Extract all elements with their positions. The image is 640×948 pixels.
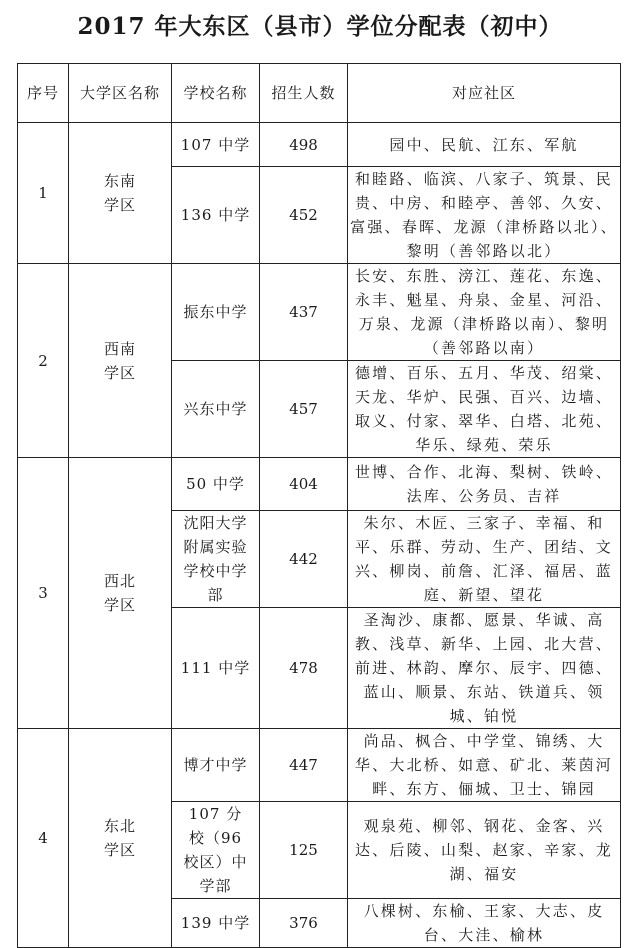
enrollment-count: 376 <box>260 899 348 948</box>
enrollment-count: 478 <box>260 608 348 729</box>
school-name: 振东中学 <box>172 264 260 361</box>
table-row <box>18 264 621 361</box>
header-count: 招生人数 <box>260 64 348 123</box>
district-name: 西南学区 <box>69 264 172 458</box>
header-district: 大学区名称 <box>69 64 172 123</box>
table-row <box>18 729 621 802</box>
enrollment-count: 437 <box>260 264 348 361</box>
header-community: 对应社区 <box>348 64 621 123</box>
community-list: 圣淘沙、康都、愿景、华诚、高教、浅草、新华、上园、北大营、前进、林韵、摩尔、辰宇、四德、蓝山、顺景、东站、铁道兵、领城、铂悦 <box>348 608 621 729</box>
header-school: 学校名称 <box>172 64 260 123</box>
enrollment-count: 447 <box>260 729 348 802</box>
district-name: 东南学区 <box>69 123 172 264</box>
school-name: 沈阳大学附属实验学校中学部 <box>172 511 260 608</box>
district-name: 东北学区 <box>69 729 172 948</box>
row-number: 1 <box>18 123 69 264</box>
header-row <box>18 64 621 123</box>
enrollment-count: 442 <box>260 511 348 608</box>
community-list: 长安、东胜、滂江、莲花、东逸、永丰、魁星、舟泉、金星、河沿、万泉、龙源（津桥路以南）、黎明（善邻路以南） <box>348 264 621 361</box>
allocation-table <box>17 63 621 948</box>
school-name: 107 中学 <box>172 123 260 167</box>
school-name: 50 中学 <box>172 458 260 511</box>
community-list: 和睦路、临滨、八家子、筑景、民贵、中房、和睦亭、善邻、久安、富强、春晖、龙源（津桥路以北）、黎明（善邻路以北） <box>348 167 621 264</box>
school-name: 兴东中学 <box>172 361 260 458</box>
enrollment-count: 125 <box>260 802 348 899</box>
school-name: 139 中学 <box>172 899 260 948</box>
community-list: 观泉苑、柳邻、钢花、金客、兴达、后陵、山梨、赵家、辛家、龙湖、福安 <box>348 802 621 899</box>
community-list: 朱尔、木匠、三家子、幸福、和平、乐群、劳动、生产、团结、文兴、柳岗、前詹、汇泽、福居、蓝庭、新望、望花 <box>348 511 621 608</box>
school-name: 博才中学 <box>172 729 260 802</box>
community-list: 八棵树、东榆、王家、大志、皮台、大洼、榆林 <box>348 899 621 948</box>
enrollment-count: 498 <box>260 123 348 167</box>
table-row <box>18 458 621 511</box>
enrollment-count: 404 <box>260 458 348 511</box>
table-row <box>18 123 621 167</box>
school-name: 136 中学 <box>172 167 260 264</box>
community-list: 尚品、枫合、中学堂、锦绣、大华、大北桥、如意、矿北、莱茵河畔、东方、俪城、卫士、锦园 <box>348 729 621 802</box>
community-list: 德增、百乐、五月、华茂、绍棠、天龙、华炉、民强、百兴、边墙、取义、付家、翠华、白塔、北苑、华乐、绿苑、荣乐 <box>348 361 621 458</box>
community-list: 园中、民航、江东、军航 <box>348 123 621 167</box>
district-name: 西北学区 <box>69 458 172 729</box>
row-number: 2 <box>18 264 69 458</box>
school-name: 111 中学 <box>172 608 260 729</box>
enrollment-count: 452 <box>260 167 348 264</box>
header-no: 序号 <box>18 64 69 123</box>
page-title: 2017 年大东区（县市）学位分配表（初中） <box>77 13 563 40</box>
row-number: 4 <box>18 729 69 948</box>
community-list: 世博、合作、北海、梨树、铁岭、法库、公务员、吉祥 <box>348 458 621 511</box>
school-name: 107 分校（96 校区）中学部 <box>172 802 260 899</box>
enrollment-count: 457 <box>260 361 348 458</box>
row-number: 3 <box>18 458 69 729</box>
